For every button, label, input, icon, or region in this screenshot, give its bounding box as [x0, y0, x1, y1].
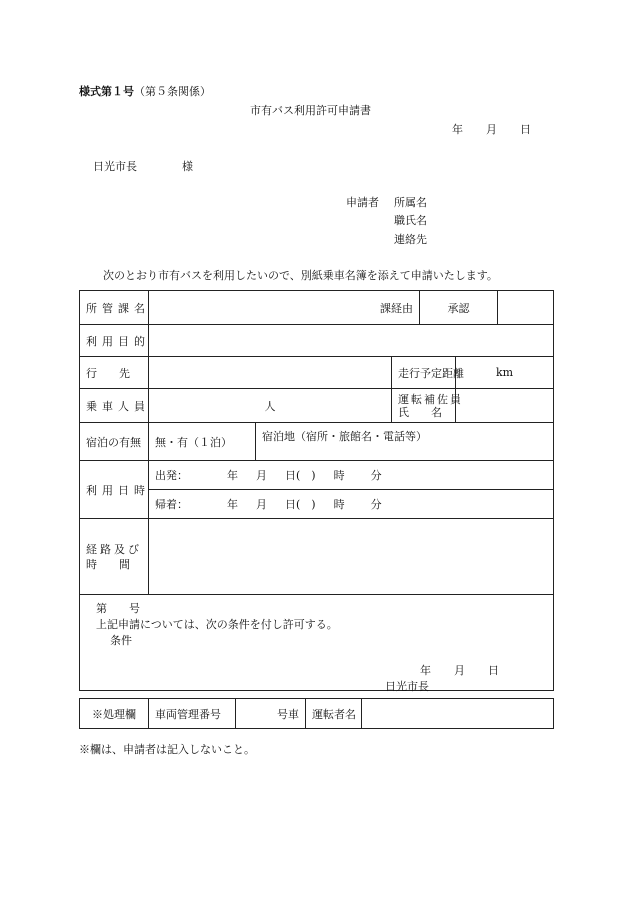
form-number-label: 様式第１号 [79, 85, 134, 98]
applicant-dept: 所属名 [394, 196, 427, 209]
date-day: 日 [520, 123, 531, 136]
document-title: 市有バス利用許可申請書 [250, 104, 371, 117]
departure-hour: 時 [333, 469, 345, 482]
return-year: 年 [227, 498, 238, 511]
departure-year: 年 [227, 469, 238, 482]
form-reference: （第５条関係） [134, 85, 211, 98]
permit-number [96, 600, 140, 616]
passengers-unit: 人 [264, 399, 276, 413]
form-number [79, 83, 211, 99]
dept-label: 所管課名 [80, 291, 149, 325]
destination-label: 行 先 [80, 357, 149, 389]
assistant-label-line1: 運転補佐員 [398, 392, 463, 406]
date-year: 年 [452, 123, 463, 136]
permit-day: 日 [488, 664, 499, 677]
addressee-name: 日光市長 [93, 160, 137, 173]
route-label-line2: 時 間 [86, 557, 130, 571]
route-label [80, 519, 149, 595]
departure-month: 月 [256, 469, 267, 482]
return-hour: 時 [333, 498, 345, 511]
assistant-label-line2: 氏 名 [398, 405, 442, 419]
return-month: 月 [256, 498, 267, 511]
route-field[interactable] [149, 519, 554, 595]
passengers-field[interactable] [149, 389, 392, 423]
return-row[interactable] [149, 490, 554, 519]
driver-label: 運転者名 [306, 699, 362, 729]
footnote: ※欄は、申請者は記入しないこと。 [79, 743, 255, 756]
use-date-label: 利用日時 [80, 461, 149, 519]
application-date [452, 121, 531, 137]
distance-field[interactable] [456, 357, 554, 389]
addressee [93, 158, 193, 174]
departure-minute: 分 [370, 469, 382, 482]
route-label-line1: 経路及び [86, 542, 142, 556]
lodging-place-label: 宿泊地（宿所・旅館名・電話等） [262, 430, 427, 443]
departure-label: 出発： [155, 469, 188, 482]
permit-number-suffix: 号 [129, 602, 140, 615]
passengers-label: 乗車人員 [80, 389, 149, 423]
purpose-label: 利用目的 [80, 325, 149, 357]
vehicle-no-label: 車両管理番号 [149, 699, 236, 729]
car-no-cell[interactable] [236, 699, 306, 729]
dept-via-cell[interactable] [149, 291, 420, 325]
processing-label: ※処理欄 [80, 699, 149, 729]
applicant-name: 職氏名 [394, 214, 427, 227]
assistant-label [392, 389, 463, 423]
purpose-field[interactable] [149, 325, 554, 357]
permit-month: 月 [454, 664, 465, 677]
return-label: 帰着： [155, 498, 188, 511]
applicant-contact: 連絡先 [394, 233, 427, 246]
intro-text: 次のとおり市有バスを利用したいので、別紙乗車名簿を添えて申請いたします。 [103, 269, 498, 282]
date-month: 月 [486, 123, 497, 136]
via-label: 課経由 [380, 301, 413, 315]
permit-section [80, 595, 554, 691]
permit-conditions: 条件 [110, 634, 132, 647]
assistant-field[interactable] [456, 389, 554, 423]
return-minute: 分 [370, 498, 382, 511]
departure-row[interactable] [149, 461, 554, 490]
lodging-place-cell[interactable] [256, 423, 554, 461]
permit-year: 年 [420, 664, 431, 677]
processing-table [79, 698, 554, 729]
car-no-label: 号車 [277, 707, 299, 721]
permit-issuer: 日光市長 [385, 680, 429, 693]
lodging-options[interactable]: 無・有（１泊） [149, 423, 256, 461]
approval-field[interactable] [498, 291, 554, 325]
applicant-label: 申請者 [346, 196, 379, 209]
distance-label: 走行予定距離 [392, 357, 456, 389]
permit-date [420, 662, 499, 678]
return-day: 日( ) [285, 498, 316, 511]
approval-label: 承認 [420, 291, 498, 325]
departure-day: 日( ) [285, 469, 316, 482]
addressee-honorific: 様 [182, 160, 193, 173]
driver-field[interactable] [362, 699, 554, 729]
lodging-label: 宿泊の有無 [80, 423, 149, 461]
destination-field[interactable] [149, 357, 392, 389]
application-table [79, 290, 554, 691]
permit-statement: 上記申請については、次の条件を付し許可する。 [96, 618, 338, 631]
permit-number-prefix: 第 [96, 602, 107, 615]
distance-unit: km [495, 366, 514, 379]
